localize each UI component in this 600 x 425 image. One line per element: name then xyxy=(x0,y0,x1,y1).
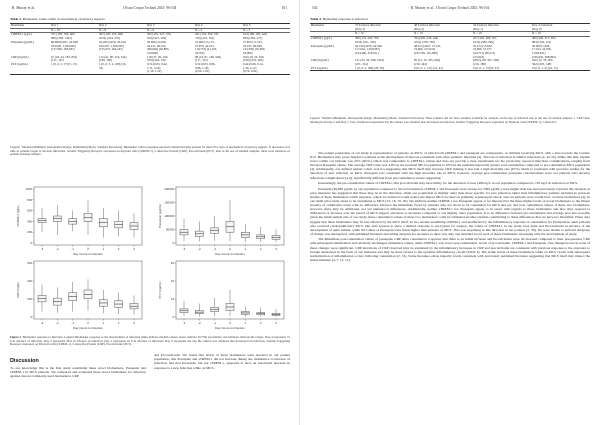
table-header-cell: Day of infection (Day 0) xyxy=(531,24,590,32)
table-cell: CRP (mg/mL) xyxy=(11,54,29,59)
table-header-cell: 72 h before infection (Day-3) xyxy=(354,24,413,32)
x-tick-label: 1 xyxy=(102,247,105,251)
table-cell: 32,214 (13,852, 23,606, 57,477, 524,715) [85,270, 155,016] xyxy=(473,43,496,59)
table-cell: 160 (19, 23, 329, [616) [252, 284] xyxy=(243,54,265,63)
table-cell: 1 (0, 0, 2, 57) [5, 15] xyxy=(50,63,98,75)
table-cell: 98 (19, 81, 166, 540) [171, 191] xyxy=(195,54,222,63)
table-3-title: Biomarker values while on mechanical circulatory support. xyxy=(22,17,106,21)
table-row xyxy=(10,63,290,75)
x-tick-label: 0 xyxy=(229,247,231,251)
running-head-journal xyxy=(312,6,588,10)
table-cell: 371 (183, 764, 465, 896) [390, 1491] xyxy=(51,32,76,41)
x-tick-label: -1 xyxy=(213,247,216,251)
table-3-caption xyxy=(10,17,106,21)
body-paragraph: The patient population of our study is representative of patients on MCS, of which both sTREM-1 and presepsin are components, of children receiving MCS, with a bias towards the Cardiac ICU. Biomarkers may prove helpful to patients in the development of mucosa-consistent with other pediatric literature [4]. The rate of infection in similar infections [2, 32-34]. While this may explain lower within our biobank was 25% (20/51) which was comparable to sTREM-1 values and does not provide a clear explanation for the previously reported infectious complications, ranging from elevated Presepsin values. The average CRP value was 4.8% in the neonatal MCS population to 65% in the pediatric/especially greater post-cannulation compared to pre-cannulation MCS population [4]. Additionally, our defined patient cohort was not suggesting that MCS itself may increase CRP, making it less had a high mortality rate (67%) which is consistent with previous studies for the detection of new infection on MCS. Presepsin was consistent with the high mortality rate in MCS; however, average post-cannulation presepsin concentrations were not patients who develop infectious complications [4-6], significantly different from pre-cannulation values suggesting. xyxy=(310,151,590,180)
table-4-title: Biomarker response to infection. xyxy=(322,17,369,21)
x-tick-label: 2 xyxy=(117,247,120,251)
table-header-cell: Day 1 xyxy=(50,24,98,29)
table-header-cell: Day 3 xyxy=(146,24,194,29)
table-cell: PCT (ng/mL) xyxy=(10,63,50,75)
x-tick-label: -3 xyxy=(40,247,44,251)
table-cell: 1 (0, 0, 3, 2, 189) [16, 53] xyxy=(98,63,146,75)
table-row xyxy=(10,41,290,56)
running-head-journal-name: J Extra Corpor Technol 2025; 96-104 xyxy=(435,6,490,10)
table-cell: Presepsin (pg/mL) xyxy=(311,43,334,48)
figure-2-caption-text: Biomarker response to infection. Legend: Biomarker response to the development of infection (lines indicate median values; boxes indicate 25/75th percentiles; and whiskers indicate the range). Day-3 represents 72 h in advance of infection; Day-2 represents 48 h in advance of infection; Day-1 represents 24 h in advance of infection; Day 0 represents the day the culture was obtained that developed an infection; Soluble Triggering Receptor expressed on Myeloid cells (sTREM-1), C-Reactive Protein (CRP), Procalcitonin (PCT). xyxy=(10,335,290,347)
table-cell: N = 10 xyxy=(354,32,413,37)
table-header-row xyxy=(310,24,590,32)
x-axis-title: Day Count to Infection xyxy=(215,326,245,330)
figure-2-caption xyxy=(10,336,290,347)
figure-2-plots xyxy=(10,183,290,333)
table-cell: 34,190 (4476, 24,566, 117,652, 1,059,967) [164,290, 319,011] xyxy=(355,43,383,55)
y-tick-label: 0 xyxy=(30,241,32,245)
x-axis-title: Day Count to Infection xyxy=(73,252,103,256)
table-cell: N = 4 xyxy=(194,28,242,33)
figure-2-label: Figure 2. xyxy=(10,335,22,339)
table-cell: 86,898 (6267, 24,568, 183,920, 1,059,967) [157,820, 285,661] xyxy=(51,39,79,52)
x-tick-label: -3 xyxy=(182,321,186,325)
x-tick-label: -2 xyxy=(198,247,201,251)
table-cell: 327 (222, 309, 557, 1074) [580, 299] xyxy=(473,36,498,44)
y-tick-label: 600 xyxy=(27,261,32,265)
x-tick-label: -1 xyxy=(71,247,74,251)
x-tick-label: -3 xyxy=(40,321,44,325)
table-3 xyxy=(10,23,290,75)
table-cell: N = 3 xyxy=(242,28,290,33)
table-3-label: Table 3. xyxy=(10,17,22,21)
table-cell: 31,966 (15,175, 27,870, 42,103, 110,753) [41,105, 34,766] xyxy=(195,39,218,55)
table-cell: Presepsin (pg/mL) xyxy=(11,39,34,44)
table-row xyxy=(310,67,590,71)
y-tick-label: 0 xyxy=(172,241,174,245)
running-head-page-number: 102 xyxy=(312,6,318,10)
table-cell: 48,413 (4427, 27,531, 74,606, 417,033) [102,795, 161,806] xyxy=(414,43,442,55)
table-4 xyxy=(310,23,590,71)
discussion-column-1: To our knowledge this is the first study examining these novel biomarkers, Presepsin and sTREM-1 in MCS patients. We compared and evaluated these novel biomarkers for infection against current commonly used biomarkers: CRP xyxy=(10,366,146,379)
y-axis-label: Presepsin (pg/mL) xyxy=(158,203,162,229)
x-tick-label: 2 xyxy=(259,247,262,251)
x-tick-label: 0 xyxy=(229,321,231,325)
table-cell: 61 (18, 44, 183, 832) [131, 167] xyxy=(51,54,78,63)
table-header-cell: Day 5 xyxy=(242,24,290,29)
table-cell: 186 (9, 68, 367, 560) [219, 189] xyxy=(473,58,500,67)
running-head-left xyxy=(12,6,287,13)
y-tick-label: 10 xyxy=(170,297,174,301)
table-cell: N = 6 xyxy=(146,28,194,33)
table-cell: N = 10 xyxy=(472,32,531,37)
table-cell: 42,269 (4476, 26,010, 100,297, 1,059,967) [155,675, 294,245] xyxy=(99,39,127,52)
x-tick-label: 3 xyxy=(133,321,135,325)
x-tick-label: -2 xyxy=(56,321,59,325)
x-tick-label: 1 xyxy=(102,321,105,325)
body-paragraph: The immediate post-cannulation values of presepsin, CRP After cannulation it appears that there is an initial increase and Procalcitonin were all elevated compared to their preoperative CRP with subsequent stabilization and relatively unchanged cumulative values, while sTREM-1 was lower post-cannulation. levels of procalcitonin, sTREM-1 and Presepsin. The changes however none of these changes were significant. CRP elevations of CRP observed may be explained by the inflammatory increases in CRP and procalcitonin are consistent with previous response to the exposure to foreign substances in the form of our literature and may be more related to the systemic inflammatory circuit (Table 3). The stable levels of these biomarkers while on MCS circuit with subsequent normalization of inflammation occurs following cannulation [2, 31]. Some literature exists majority levels consistent with previously published literature suggesting that MCS itself may impact the innate immune [4, 7, 11, 12]. xyxy=(310,237,590,262)
table-4-legend: Legend: ‘Median (Minimum, Interquartile Range, Maximum) [Mean, Standard Deviation]. Three patients did not have samples available for analysis on the day of infection due to the use of residual samples. 1 CRP value missing from Day-2 and Day-1. Day of infection represents day the culture was obtained that developed an infection. Soluble Triggering Receptor expressed on Myeloid cells (sTREM-1), C-Reactive xyxy=(310,116,590,124)
discussion-heading: Discussion xyxy=(10,358,39,364)
table-cell: N = 10 xyxy=(413,32,472,37)
x-tick-label: 1 xyxy=(244,321,247,325)
y-tick-label: 0 xyxy=(172,315,174,319)
table-cell: 0.74 (0.05, 0.42, 1.31, 5.26) [1.19, 1.52] xyxy=(146,63,194,75)
table-cell: 0.34 (0.03, 0.06, 0.86, 1.18) [0.54, 1.02] xyxy=(194,63,242,75)
y-tick-label: 400 xyxy=(27,279,32,283)
y-tick-label: 0 xyxy=(30,315,32,319)
right-page xyxy=(300,0,600,425)
table-header-cell: 48 h before infection (Day-2) xyxy=(413,24,472,32)
x-tick-label: 2 xyxy=(259,321,262,325)
table-cell: CRP (mg/mL) xyxy=(311,58,329,63)
table-cell: N = 10 xyxy=(531,32,590,37)
running-head-authors: R. Murray et al. xyxy=(12,6,35,10)
x-tick-label: -2 xyxy=(198,321,201,325)
table-header-cell: 24 h before infection (Day-1) xyxy=(472,24,531,32)
table-cell: 421 (154, 359, 531, 736) [435, 191] xyxy=(195,32,220,41)
table-cell: 367 (120, 325, 498, 1054) [434, 279] xyxy=(99,32,124,41)
x-tick-label: 0 xyxy=(87,247,89,251)
running-head-page-number: 101 xyxy=(281,6,287,10)
table-cell: N = 10 xyxy=(50,28,98,33)
x-axis-title: Day Count to Infection xyxy=(73,326,103,330)
y-tick-label: 400 xyxy=(27,219,32,224)
body-text xyxy=(310,151,590,263)
table-cell: N = 8 xyxy=(98,28,146,33)
x-tick-label: 3 xyxy=(133,247,135,251)
y-tick-label: 150000 xyxy=(164,200,174,205)
table-row xyxy=(310,45,590,60)
x-tick-label: -3 xyxy=(182,247,186,251)
table-header-cell: Day 4 xyxy=(194,24,242,29)
table-cell: 324 (205, 243, 449, 1054) [378, 559] xyxy=(414,36,439,44)
table-header-cell: Day 2 xyxy=(98,24,146,29)
running-head-authors: R. Murray et al. xyxy=(410,6,434,10)
table-cell: 314 (160, 183, 429, 838) [365, 277] xyxy=(243,32,268,41)
y-tick-label: 200 xyxy=(27,230,32,235)
x-tick-label: 2 xyxy=(117,321,120,325)
y-tick-label: 100000 xyxy=(164,214,174,218)
table-cell: 85 (15, 35, 305, 604) [210, 244] xyxy=(414,58,441,67)
running-head-right xyxy=(312,6,588,13)
table-cell: 0.44 (0.06, 0.14, 1.39, 2.12) [0.79, 0.92] xyxy=(242,63,290,75)
discussion-column-2: and Procalcitonin. We found that levels of these biomarkers were elevated in our patient population, that Presepsin and sTREM-1 did not increase during the cumulative occurrence of infection, and that Presepsin, but not sTREM-1, appeared to have an associated decrease in response to a new infection while on MCS. xyxy=(154,353,290,370)
table-cell: 118 (37, 26, 250, 556) [204, 191] xyxy=(147,54,169,63)
x-tick-label: 3 xyxy=(275,247,277,251)
table-cell: 20,009 (1,604, 17,254, 34,766, 1,004,631) [169,632, 368,993] xyxy=(532,43,556,59)
table-cell: 0 (0, 0, 1, 41) [6, 15] xyxy=(531,67,590,71)
y-tick-label: 20 xyxy=(170,279,174,283)
table-cell: sTREM-1 (pg/L) xyxy=(311,36,333,41)
table-4-caption xyxy=(310,17,369,21)
table-cell: 409 (226, 413, 652, 883) [520, 221] xyxy=(532,36,557,44)
body-paragraph: Presepsin (38,630 pg/mL in our population compared to Novel biomarkers sTREM-1 and Presepsin were chosen for 3394 pg/mL) were higher than has been previously reported this analysis as prior literature has suggested that these may be in the literature, albeit our population is slightly older than more specific for new infection rather than inflammatory patients included in previous studies of these biomarkers which response, which we believed would reduce the impact MCS focused on primarily sepsis/septic shock, and our patients were would have on these biomarkers [4]. In our small pilot study about to be cannulated to MCS [13, 18, 19, 20]. We attribute neither sTREM-1 nor Presepsin appear to be impacted by the these higher levels of novel biomarkers to the illness severity of cumulative event with no difference between the immediate faced by patients who are about to be cannulated for MCS and pre and post cannulation values of these two biomarkers, however, there may be additional, not yet understood differences. Additionally, neither sTREM-1 nor Presepsin appear to in ences with regards to these biomarkers and how they respond to differences or increase over the period of MCS support and there to increases compared to our slightly older population. It is no difference between pre-cannulation and average post also possible given the small sample size of our study, these cannulation values of these two biomarkers could be attributed another variable contributing to these differences that we have not identified. These data suggest that these biomarkers may be less affected by the MCS itself. In two studies examining sTREM-1 and unaffected by the inflammatory response of cannulation for Presepsin in adult patients who received cardiopulmonary MCS. Our data appears to show a distinct response to pre-bypass for surgery, the values of sTREM-1 in our study were quite and Procalcitonin in advance of the development of quite similar, while the values of Presepsin were much higher than patients on MCS. This was surprising as this direction in our patients [2, 36]. We were unable to perform subgroup of change was unexpected, with published literature describing analyses for neonates as there was only one included in our each of these biomarkers increasing with the development of study. xyxy=(310,186,590,236)
table-header-cell: Biomarker xyxy=(10,24,50,29)
table-cell: 392 (181, 227, 576, 919) [427, 265] xyxy=(147,32,172,41)
table-cell: 0 (0, 0, 1, 131) [14, 41] xyxy=(413,67,472,71)
table-4-label: Table 4. xyxy=(310,17,322,21)
x-tick-label: 0 xyxy=(87,321,89,325)
x-axis-title: Day Count to Infection xyxy=(215,252,245,256)
table-cell: PCT (ng/mL) xyxy=(310,67,354,71)
x-tick-label: 3 xyxy=(275,321,277,325)
figure-2 xyxy=(10,183,290,333)
table-cell: 27,835 (11,533, 18,197, 60,020, 143,350) [55,690, 54,080] xyxy=(243,39,266,55)
x-tick-label: -1 xyxy=(213,321,216,325)
y-axis-label: sTREM-1 (pg/L) xyxy=(16,205,20,227)
y-tick-label: 1000 xyxy=(25,187,32,191)
y-tick-label: 200000 xyxy=(164,187,174,191)
y-axis-label: PCT (ng/mL) xyxy=(158,281,162,299)
table-cell: 220 (12, 78, 304, 592) [205, 148] xyxy=(532,58,554,67)
body-paragraph: Interestingly, the pre-cannulation values of sTREM-1 that procalcitonin may have utility for the detection of new (466 ng/L in our population compared to 105 ng/L in infection on MCS. xyxy=(318,181,579,186)
y-tick-label: 30 xyxy=(170,261,174,265)
table-cell: 1 (0, 0, 2, 189) [20, 59] xyxy=(354,67,413,71)
y-tick-label: 800 xyxy=(27,197,32,202)
x-tick-label: 1 xyxy=(244,247,247,251)
table-header-cell: Biomarker xyxy=(310,24,354,32)
table-cell: 112 (41, 80, 316, 544) [196, 168] xyxy=(99,54,127,63)
y-tick-label: 50000 xyxy=(165,227,174,232)
table-cell: 39,696 (12,930, 24,411, 66,522, 396,664) [92,883, 120,826] xyxy=(147,39,170,55)
table-cell: sTREM-1 (pg/L) xyxy=(11,32,33,37)
table-3-legend: Legend: ‘Median (Minimum, Interquartile Range, Maximum) [Mean, Standard Deviation]. Biomarker values presented represent unmatched time periods for these five days of mechanical circulatory support. N decreases over time as patients began to develop infections. Soluble Triggering Receptor expressed on myeloid cells (sTREM-1), C-Reactive Protein (CRP), Procalcitonin (PCT). Due to the use of residual samples, there were instances of patients missing samples. xyxy=(10,145,290,157)
running-head-journal: J Extra Corpor Technol 2025; 96-104 xyxy=(122,6,177,10)
table-cell: 309 (174, 243, 705, 1054) [551, 305] xyxy=(355,36,380,44)
y-tick-label: 600 xyxy=(27,208,32,213)
table-cell: 0 (0, 0, 1, 72) [8, 23] xyxy=(472,67,531,71)
x-tick-label: -2 xyxy=(56,247,59,251)
x-tick-label: -1 xyxy=(71,321,74,325)
y-axis-label: CRP (mg/L) xyxy=(16,282,20,298)
y-tick-label: 200 xyxy=(27,297,32,301)
table-cell: 131 (25, 56, 298, 1016) [251, 314] xyxy=(355,58,385,67)
